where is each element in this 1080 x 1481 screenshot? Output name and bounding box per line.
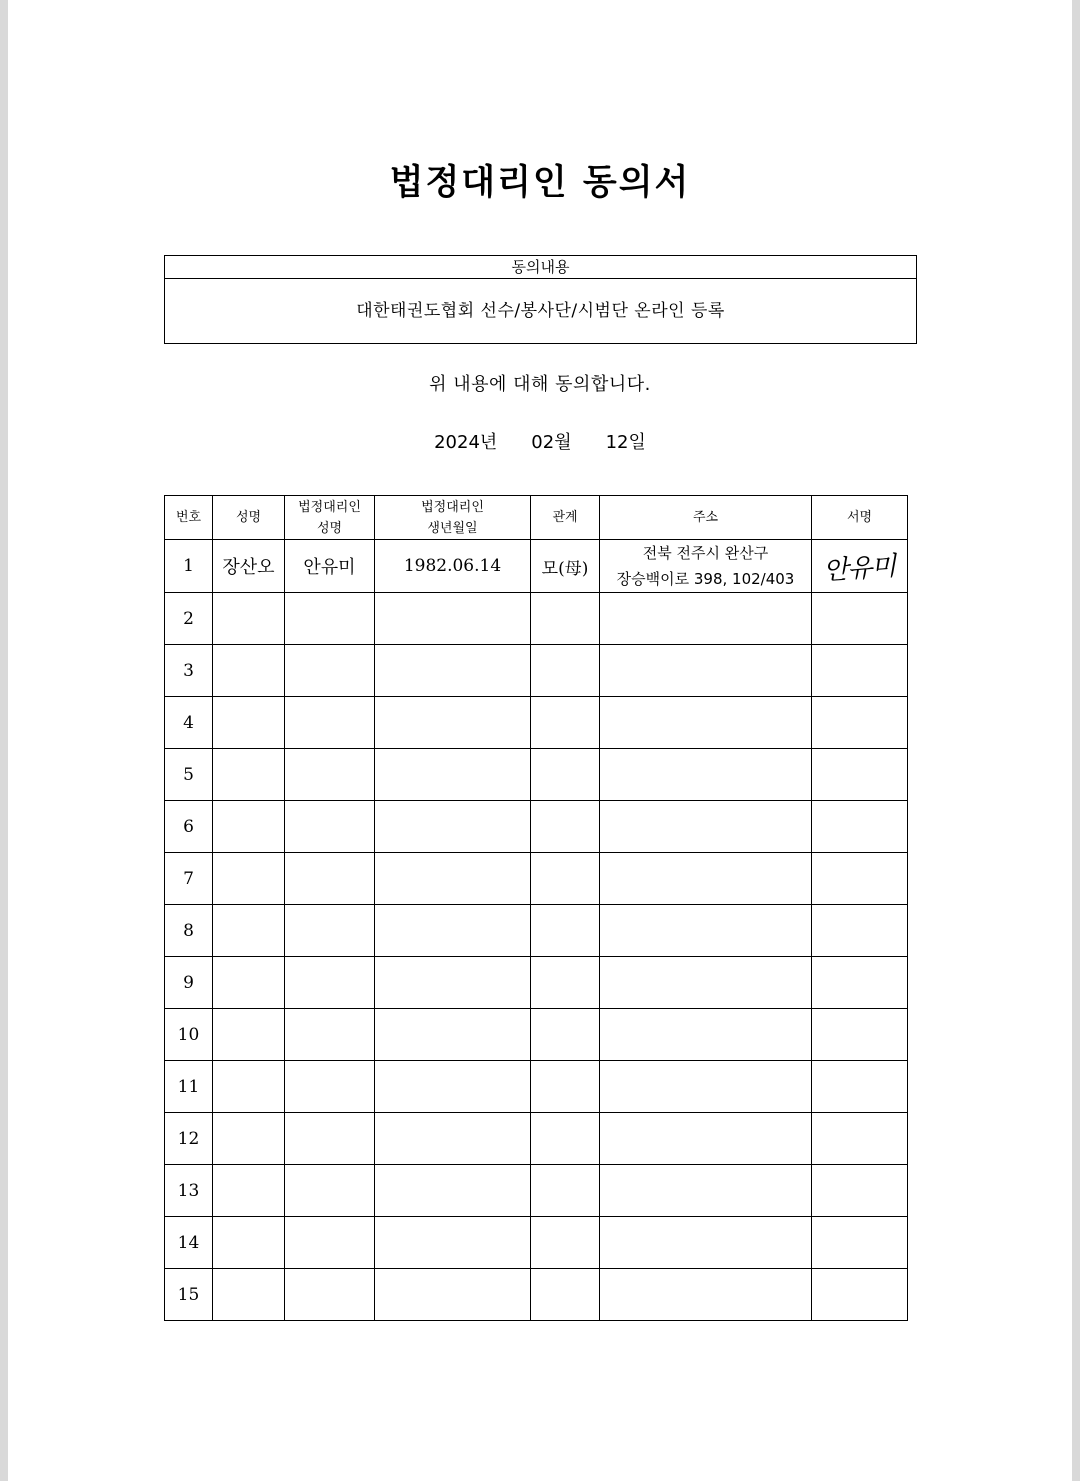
- row-number: 10: [165, 1009, 213, 1061]
- row-guardian-name: 안유미: [285, 540, 375, 593]
- date-year: 2024년: [434, 432, 498, 453]
- row-signature: [812, 1113, 908, 1165]
- row-name: [213, 1269, 285, 1321]
- header-relation: 관계: [531, 496, 600, 540]
- row-relation: [531, 645, 600, 697]
- row-address: [600, 593, 812, 645]
- row-signature: [812, 645, 908, 697]
- row-guardian-name: [285, 1165, 375, 1217]
- row-name: [213, 801, 285, 853]
- row-relation: [531, 853, 600, 905]
- header-guardian-birth: [375, 496, 531, 540]
- row-number: 3: [165, 645, 213, 697]
- row-number: 14: [165, 1217, 213, 1269]
- row-guardian-birth: [375, 957, 531, 1009]
- row-name: [213, 593, 285, 645]
- row-guardian-name: [285, 957, 375, 1009]
- row-number: 5: [165, 749, 213, 801]
- row-guardian-birth: [375, 1217, 531, 1269]
- row-address: [600, 1113, 812, 1165]
- row-relation: [531, 957, 600, 1009]
- row-name: [213, 1009, 285, 1061]
- row-signature: [812, 1165, 908, 1217]
- date-month: 02월: [531, 432, 572, 453]
- row-relation: [531, 1217, 600, 1269]
- row-address: [600, 697, 812, 749]
- row-number: 6: [165, 801, 213, 853]
- row-relation: [531, 1113, 600, 1165]
- consent-box: [164, 255, 917, 344]
- row-guardian-birth: 1982.06.14: [375, 540, 531, 593]
- row-signature: [812, 540, 908, 593]
- table-row: [165, 905, 908, 957]
- row-name: [213, 957, 285, 1009]
- row-name: [213, 645, 285, 697]
- table-row: [165, 1113, 908, 1165]
- guardian-table: [164, 495, 908, 1321]
- header-guardian-name-line2: 성명: [316, 520, 343, 536]
- row-guardian-name: [285, 1113, 375, 1165]
- row-address: [600, 853, 812, 905]
- signing-date: [8, 430, 1072, 456]
- row-guardian-name: [285, 1269, 375, 1321]
- row-name: [213, 905, 285, 957]
- table-row: [165, 957, 908, 1009]
- row-address: [600, 801, 812, 853]
- row-signature: [812, 1217, 908, 1269]
- row-address: [600, 1009, 812, 1061]
- row-name: [213, 697, 285, 749]
- table-row: [165, 1061, 908, 1113]
- row-guardian-name: [285, 593, 375, 645]
- row-signature: [812, 749, 908, 801]
- row-guardian-name: [285, 801, 375, 853]
- row-name: [213, 1061, 285, 1113]
- row-address: [600, 905, 812, 957]
- row-guardian-name: [285, 645, 375, 697]
- header-no: 번호: [165, 496, 213, 540]
- row-guardian-birth: [375, 749, 531, 801]
- row-name: 장산오: [213, 540, 285, 593]
- document-page: [8, 0, 1072, 1481]
- agreement-statement: 위 내용에 대해 동의합니다.: [429, 374, 651, 395]
- row-name: [213, 1165, 285, 1217]
- row-signature: [812, 1009, 908, 1061]
- table-row: [165, 540, 908, 593]
- row-guardian-name: [285, 697, 375, 749]
- row-signature: [812, 593, 908, 645]
- row-relation: [531, 749, 600, 801]
- row-relation: [531, 697, 600, 749]
- row-number: 1: [165, 540, 213, 593]
- row-guardian-birth: [375, 593, 531, 645]
- row-number: 13: [165, 1165, 213, 1217]
- row-guardian-birth: [375, 905, 531, 957]
- table-row: [165, 593, 908, 645]
- row-address: [600, 1165, 812, 1217]
- row-address-line2: 장승백이로 398, 102/403: [616, 570, 795, 588]
- row-number: 9: [165, 957, 213, 1009]
- header-signature: 서명: [812, 496, 908, 540]
- row-guardian-name: [285, 749, 375, 801]
- row-address: [600, 957, 812, 1009]
- row-address-line1: 전북 전주시 완산구: [642, 544, 769, 562]
- header-guardian-birth-line1: 법정대리인: [421, 499, 484, 515]
- table-row: [165, 1217, 908, 1269]
- header-guardian-birth-line2: 생년월일: [427, 520, 478, 536]
- consent-header: 동의내용: [165, 256, 916, 279]
- row-signature: [812, 697, 908, 749]
- row-guardian-birth: [375, 1165, 531, 1217]
- row-relation: [531, 1269, 600, 1321]
- consent-text: 대한태권도협회 선수/봉사단/시범단 온라인 등록: [356, 301, 725, 321]
- table-row: [165, 1009, 908, 1061]
- row-signature: [812, 1061, 908, 1113]
- header-guardian-name-line1: 법정대리인: [298, 499, 361, 515]
- row-relation: [531, 905, 600, 957]
- row-relation: 모(母): [531, 540, 600, 593]
- row-guardian-name: [285, 905, 375, 957]
- row-guardian-birth: [375, 645, 531, 697]
- document-title: 법정대리인 동의서: [389, 163, 691, 203]
- header-name: 성명: [213, 496, 285, 540]
- row-number: 7: [165, 853, 213, 905]
- row-address: [600, 1269, 812, 1321]
- header-guardian-name: [285, 496, 375, 540]
- table-row: [165, 801, 908, 853]
- row-guardian-birth: [375, 1269, 531, 1321]
- row-relation: [531, 1009, 600, 1061]
- row-guardian-birth: [375, 697, 531, 749]
- row-address: [600, 540, 812, 593]
- table-header-row: [165, 496, 908, 540]
- row-signature: [812, 801, 908, 853]
- row-signature: [812, 957, 908, 1009]
- row-address: [600, 645, 812, 697]
- row-number: 11: [165, 1061, 213, 1113]
- row-guardian-birth: [375, 853, 531, 905]
- row-address: [600, 749, 812, 801]
- row-address: [600, 1061, 812, 1113]
- row-guardian-name: [285, 853, 375, 905]
- row-signature: [812, 853, 908, 905]
- row-number: 4: [165, 697, 213, 749]
- handwritten-signature: 안유미: [822, 551, 897, 586]
- row-guardian-name: [285, 1061, 375, 1113]
- row-number: 8: [165, 905, 213, 957]
- table-row: [165, 749, 908, 801]
- table-row: [165, 1269, 908, 1321]
- row-guardian-name: [285, 1009, 375, 1061]
- row-number: 12: [165, 1113, 213, 1165]
- row-name: [213, 1217, 285, 1269]
- row-name: [213, 853, 285, 905]
- row-relation: [531, 593, 600, 645]
- row-relation: [531, 1061, 600, 1113]
- table-row: [165, 1165, 908, 1217]
- row-address: [600, 1217, 812, 1269]
- row-signature: [812, 905, 908, 957]
- row-guardian-birth: [375, 1009, 531, 1061]
- date-day: 12일: [605, 432, 646, 453]
- row-name: [213, 1113, 285, 1165]
- row-name: [213, 749, 285, 801]
- row-relation: [531, 1165, 600, 1217]
- row-relation: [531, 801, 600, 853]
- row-signature: [812, 1269, 908, 1321]
- table-row: [165, 697, 908, 749]
- row-number: 15: [165, 1269, 213, 1321]
- table-row: [165, 853, 908, 905]
- table-row: [165, 645, 908, 697]
- row-guardian-birth: [375, 1061, 531, 1113]
- row-number: 2: [165, 593, 213, 645]
- row-guardian-birth: [375, 1113, 531, 1165]
- row-guardian-birth: [375, 801, 531, 853]
- row-guardian-name: [285, 1217, 375, 1269]
- header-address: 주소: [600, 496, 812, 540]
